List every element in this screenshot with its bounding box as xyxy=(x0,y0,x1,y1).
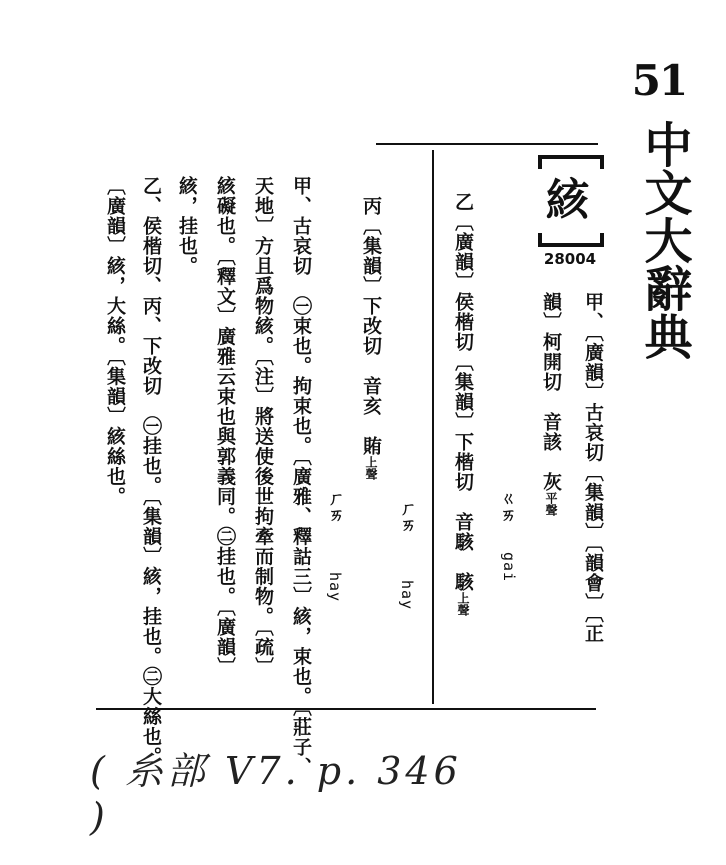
handwritten-note: ( 糸部 V7. p. 346 ) xyxy=(90,749,462,839)
top-rule xyxy=(376,143,598,145)
tone-shang-2: 上聲 xyxy=(364,456,378,480)
bopomofo-gai: ㄍㄞ xyxy=(498,490,517,522)
headword-bracket-top xyxy=(538,155,604,169)
reading-b-line xyxy=(452,192,474,616)
definition-line-4: 絯，挂也。 xyxy=(176,176,198,276)
page-number: 51 xyxy=(631,56,687,105)
reading-a-line2-text: 韻〕柯開切 音該 灰 xyxy=(540,292,562,492)
reading-c-text: 丙〔集韻〕下改切 音亥 賄 xyxy=(360,196,382,456)
headword-bracket-bottom xyxy=(538,233,604,247)
reading-c-line xyxy=(360,196,382,480)
bopomofo-hay-2: ㄏㄞ xyxy=(326,490,345,522)
definition-line-1: 甲、古哀切 ㊀束也。拘束也。〔廣雅、釋詁三〕絯，束也。〔莊子、 xyxy=(290,176,312,777)
tone-shang-1: 上聲 xyxy=(456,592,470,616)
bottom-rule xyxy=(96,708,596,710)
tone-ping: 平聲 xyxy=(544,492,558,516)
dictionary-title: 中文大辭典 xyxy=(636,120,692,360)
definition-line-3: 絯礙也。〔釋文〕廣雅云束也與郭義同。㊁挂也。〔廣韻〕 xyxy=(214,176,236,677)
reading-a-line2 xyxy=(540,292,562,516)
romanization-gai: gai xyxy=(500,552,518,583)
definition-line-6: 〔廣韻〕絯，大絲。〔集韻〕絯絲也。 xyxy=(104,176,126,507)
headword-box xyxy=(538,155,598,247)
bopomofo-hay-1: ㄏㄞ xyxy=(398,500,417,532)
romanization-hay-2: hay xyxy=(326,572,344,603)
headword-code: 28004 xyxy=(543,250,597,268)
reading-a-line1: 甲、〔廣韻〕古哀切〔集韻〕〔韻會〕〔正 xyxy=(582,292,604,644)
romanization-hay-1: hay xyxy=(398,580,416,611)
headword-character: 絯 xyxy=(546,175,590,226)
reading-b-text: 乙〔廣韻〕侯楷切〔集韻〕下楷切 音駭 駭 xyxy=(452,192,474,592)
definition-line-5: 乙、侯楷切、丙、下改切 ㊀挂也。〔集韻〕絯，挂也。㊁大絲也。 xyxy=(140,176,162,767)
definition-line-2: 天地〕方且爲物絯。〔注〕將送使後世拘牽而制物。〔疏〕 xyxy=(252,176,274,677)
column-divider xyxy=(432,150,434,704)
